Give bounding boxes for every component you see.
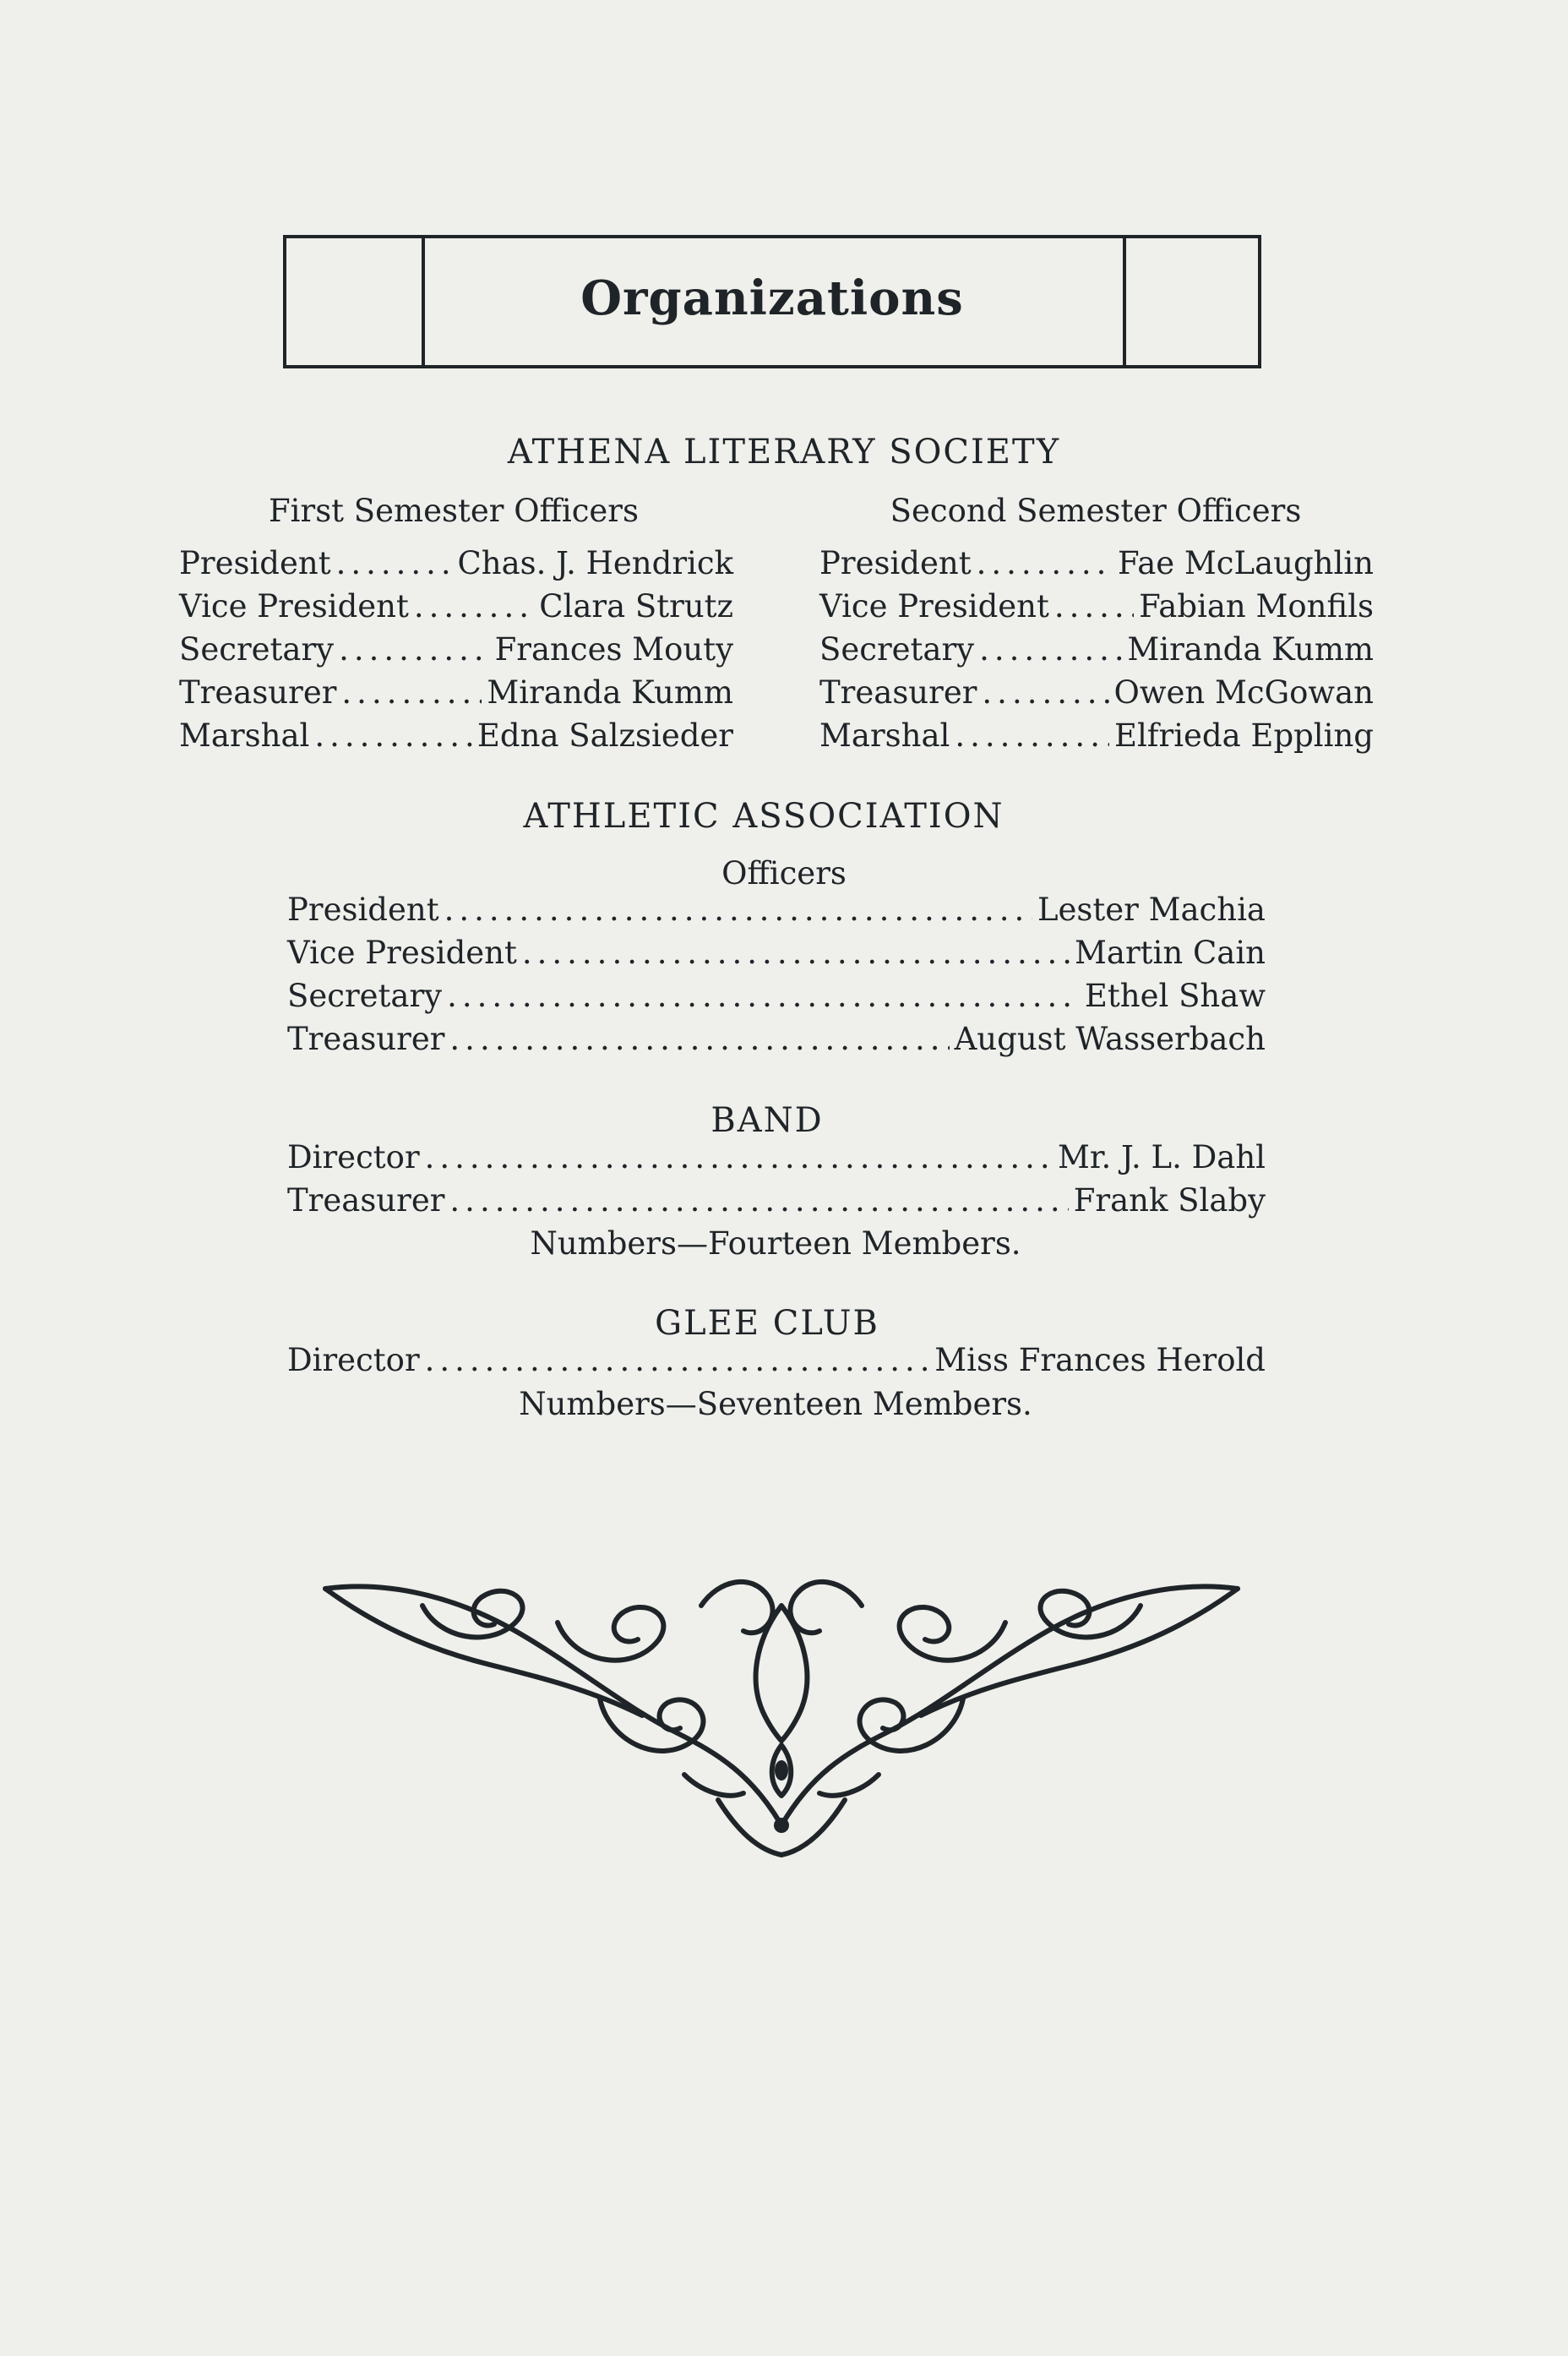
role-label: Marshal (179, 717, 310, 754)
glee-row (287, 1342, 1266, 1378)
athena-second-heading: Second Semester Officers (890, 493, 1302, 529)
role-label: Vice President (287, 935, 517, 971)
officer-name: Edna Salzsieder (476, 717, 733, 754)
band-note: Numbers—Fourteen Members. (530, 1225, 1021, 1262)
page-title: Organizations (580, 270, 964, 326)
officer-name: Elfrieda Eppling (1113, 717, 1374, 754)
officer-name: Lester Machia (1037, 892, 1266, 928)
athena-first-row (179, 545, 733, 581)
officer-name: Owen McGowan (1113, 674, 1374, 711)
athena-first-row (179, 674, 733, 711)
officer-name: Frances Mouty (494, 631, 733, 668)
athena-first-row (179, 717, 733, 754)
band-row (287, 1139, 1266, 1175)
athletic-row (287, 892, 1266, 928)
glee-title: GLEE CLUB (655, 1304, 879, 1343)
athena-first-row (179, 631, 733, 668)
role-label: Marshal (819, 717, 950, 754)
athletic-title: ATHLETIC ASSOCIATION (523, 797, 1004, 836)
athena-second-row (819, 674, 1374, 711)
athena-first-heading: First Semester Officers (269, 493, 639, 529)
role-label: Secretary (287, 978, 443, 1014)
officer-name: Clara Strutz (539, 588, 733, 624)
athena-second-row (819, 588, 1374, 624)
role-label: Secretary (179, 631, 335, 668)
athena-title: ATHENA LITERARY SOCIETY (507, 433, 1061, 472)
officer-name: Mr. J. L. Dahl (1058, 1139, 1266, 1175)
athletic-subtitle: Officers (721, 855, 847, 892)
role-label: Director (287, 1342, 420, 1378)
role-label: President (179, 545, 331, 581)
athena-second-row (819, 631, 1374, 668)
officer-name: Miranda Kumm (487, 674, 733, 711)
band-row (287, 1182, 1266, 1219)
athletic-row (287, 1021, 1266, 1057)
athletic-row (287, 935, 1266, 971)
role-label: Treasurer (819, 674, 977, 711)
role-label: Secretary (819, 631, 975, 668)
officer-name: August Wasserbach (954, 1021, 1266, 1057)
officer-name: Frank Slaby (1073, 1182, 1266, 1219)
officer-name: Fae McLaughlin (1118, 545, 1374, 581)
role-label: President (819, 545, 972, 581)
glee-note: Numbers—Seventeen Members. (519, 1386, 1032, 1422)
floral-ornament-icon (321, 1572, 1242, 1859)
role-label: Vice President (179, 588, 409, 624)
athena-first-row (179, 588, 733, 624)
role-label: Treasurer (287, 1021, 445, 1057)
athena-second-row (819, 717, 1374, 754)
officer-name: Chas. J. Hendrick (457, 545, 733, 581)
officer-name: Martin Cain (1075, 935, 1266, 971)
officer-name: Fabian Monfils (1139, 588, 1374, 624)
role-label: Director (287, 1139, 420, 1175)
officer-name: Miranda Kumm (1127, 631, 1374, 668)
band-title: BAND (710, 1101, 824, 1140)
officer-name: Ethel Shaw (1084, 978, 1266, 1014)
role-label: Treasurer (287, 1182, 445, 1219)
role-label: Treasurer (179, 674, 337, 711)
athena-second-row (819, 545, 1374, 581)
officer-name: Miss Frances Herold (934, 1342, 1266, 1378)
role-label: President (287, 892, 439, 928)
athletic-row (287, 978, 1266, 1014)
role-label: Vice President (819, 588, 1049, 624)
header-box (283, 235, 1261, 368)
